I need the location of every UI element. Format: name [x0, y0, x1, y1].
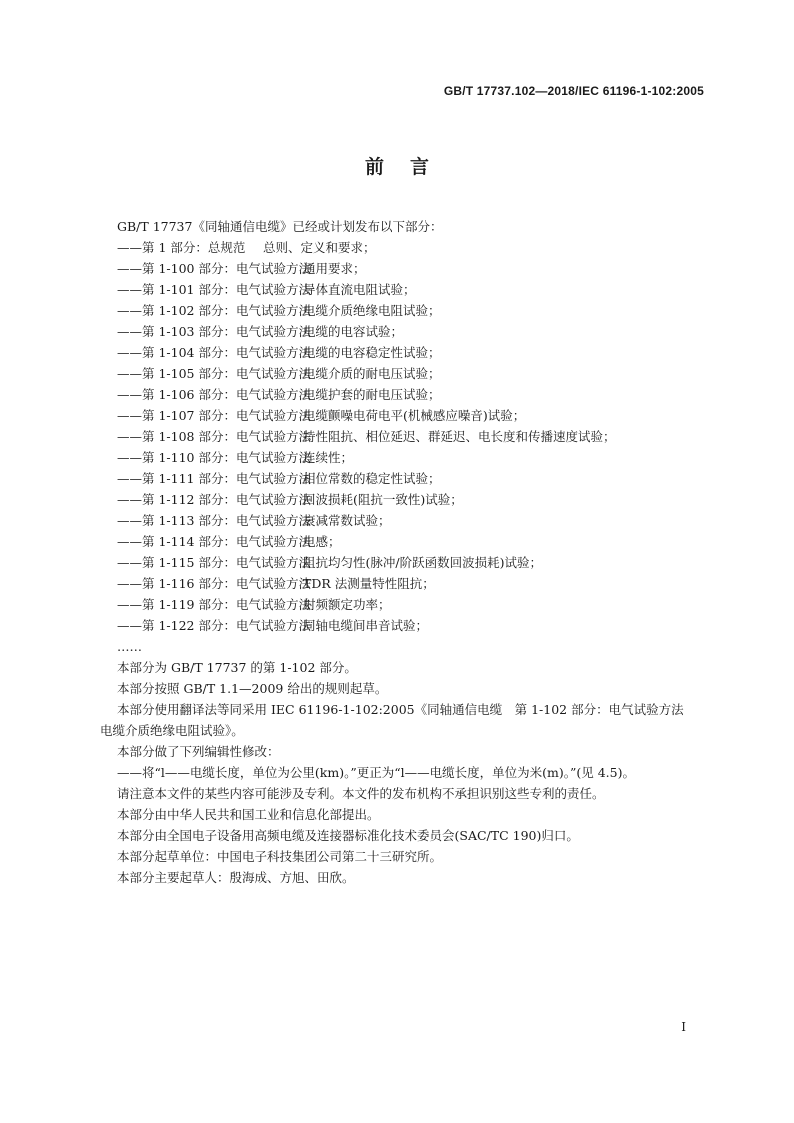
part-list-item: [117, 552, 717, 573]
part-list-item: [117, 489, 717, 510]
part-list-item: [117, 258, 717, 279]
part-list-item: [117, 468, 717, 489]
part-title: 电缆护套的耐电压试验；: [303, 387, 441, 402]
part-number: ——第 1-106 部分：电气试验方法: [117, 387, 311, 402]
part-number: ——第 1-116 部分：电气试验方法: [117, 576, 311, 591]
part-number: ——第 1-119 部分：电气试验方法: [117, 597, 311, 612]
page-number: I: [681, 1020, 686, 1034]
part-title: 同轴电缆间串音试验；: [303, 618, 429, 633]
part-list-item: [117, 531, 717, 552]
paragraph: 本部分按照 GB/T 1.1—2009 给出的规则起草。: [117, 681, 388, 696]
part-list-item: [117, 405, 717, 426]
paragraph: 本部分由中华人民共和国工业和信息化部提出。: [117, 807, 380, 822]
paragraph: 本部分使用翻译法等同采用 IEC 61196-1-102:2005《同轴通信电缆 第 1-102 部分：电气试验方法: [117, 702, 684, 717]
paragraph: 本部分为 GB/T 17737 的第 1-102 部分。: [117, 660, 357, 675]
part-number: ——第 1-108 部分：电气试验方法: [117, 429, 311, 444]
part-title: 回波损耗(阻抗一致性)试验；: [303, 492, 463, 507]
part-list-item: [117, 594, 717, 615]
paragraph: ——将“l——电缆长度，单位为公里(km)。”更正为“l——电缆长度，单位为米(m)。”(见 4.5)。: [117, 765, 635, 780]
paragraph-continuation: 电缆介质绝缘电阻试验》。: [100, 723, 244, 738]
part-list-item: [117, 447, 717, 468]
part-number: ——第 1-111 部分：电气试验方法: [117, 471, 311, 486]
page-title: 前言: [364, 156, 455, 178]
part-list-item: [117, 384, 717, 405]
part-title: 电缆介质的耐电压试验；: [303, 366, 441, 381]
part-title: TDR 法测量特性阻抗；: [303, 576, 435, 591]
part-title: 电缆介质绝缘电阻试验；: [303, 303, 441, 318]
part-number: ——第 1-113 部分：电气试验方法: [117, 513, 311, 528]
part-number: ——第 1-100 部分：电气试验方法: [117, 261, 311, 276]
part-title: 相位常数的稳定性试验；: [303, 471, 441, 486]
paragraph: 本部分起草单位：中国电子科技集团公司第二十三研究所。: [117, 849, 443, 864]
part-list-item: [117, 342, 717, 363]
paragraph: 本部分主要起草人：殷海成、方旭、田欣。: [117, 870, 355, 885]
part-list-item: [117, 363, 717, 384]
part-number: ——第 1-103 部分：电气试验方法: [117, 324, 311, 339]
part-title: 连续性；: [303, 450, 354, 465]
part-title: 电缆的电容稳定性试验；: [303, 345, 441, 360]
parts-list: [117, 237, 717, 636]
part-title: 导体直流电阻试验；: [303, 282, 416, 297]
part-number: ——第 1-112 部分：电气试验方法: [117, 492, 311, 507]
foreword-body: [100, 216, 717, 888]
part-title: 电缆的电容试验；: [303, 324, 404, 339]
part-number: ——第 1 部分：总规范: [117, 240, 246, 255]
part-number: ——第 1-114 部分：电气试验方法: [117, 534, 311, 549]
part-title: 电感；: [303, 534, 341, 549]
part-number: ——第 1-105 部分：电气试验方法: [117, 366, 311, 381]
part-list-item: [117, 237, 717, 258]
part-title: 通用要求；: [303, 261, 366, 276]
part-title: 总则、定义和要求；: [263, 240, 376, 255]
part-list-item: [117, 279, 717, 300]
paragraph: 本部分由全国电子设备用高频电缆及连接器标准化技术委员会(SAC/TC 190)归口。: [117, 828, 579, 843]
part-list-item: [117, 321, 717, 342]
ellipsis: ……: [117, 639, 142, 654]
part-list-item: [117, 426, 717, 447]
part-number: ——第 1-115 部分：电气试验方法: [117, 555, 311, 570]
part-list-item: [117, 573, 717, 594]
intro-line: GB/T 17737《同轴通信电缆》已经或计划发布以下部分：: [117, 219, 443, 234]
part-list-item: [117, 300, 717, 321]
part-number: ——第 1-107 部分：电气试验方法: [117, 408, 311, 423]
part-title: 衰减常数试验；: [303, 513, 391, 528]
paragraph: 本部分做了下列编辑性修改：: [117, 744, 280, 759]
part-title: 阻抗均匀性(脉冲/阶跃函数回波损耗)试验；: [303, 555, 542, 570]
part-list-item: [117, 615, 717, 636]
part-number: ——第 1-101 部分：电气试验方法: [117, 282, 311, 297]
paragraph: 请注意本文件的某些内容可能涉及专利。本文件的发布机构不承担识别这些专利的责任。: [117, 786, 605, 801]
part-number: ——第 1-102 部分：电气试验方法: [117, 303, 311, 318]
part-title: 射频额定功率；: [303, 597, 391, 612]
part-title: 电缆颤噪电荷电平(机械感应噪音)试验；: [303, 408, 526, 423]
part-title: 特性阻抗、相位延迟、群延迟、电长度和传播速度试验；: [303, 429, 616, 444]
part-number: ——第 1-104 部分：电气试验方法: [117, 345, 311, 360]
part-number: ——第 1-110 部分：电气试验方法: [117, 450, 311, 465]
part-list-item: [117, 510, 717, 531]
part-number: ——第 1-122 部分：电气试验方法: [117, 618, 311, 633]
standard-code-header: GB/T 17737.102—2018/IEC 61196-1-102:2005: [443, 84, 704, 98]
